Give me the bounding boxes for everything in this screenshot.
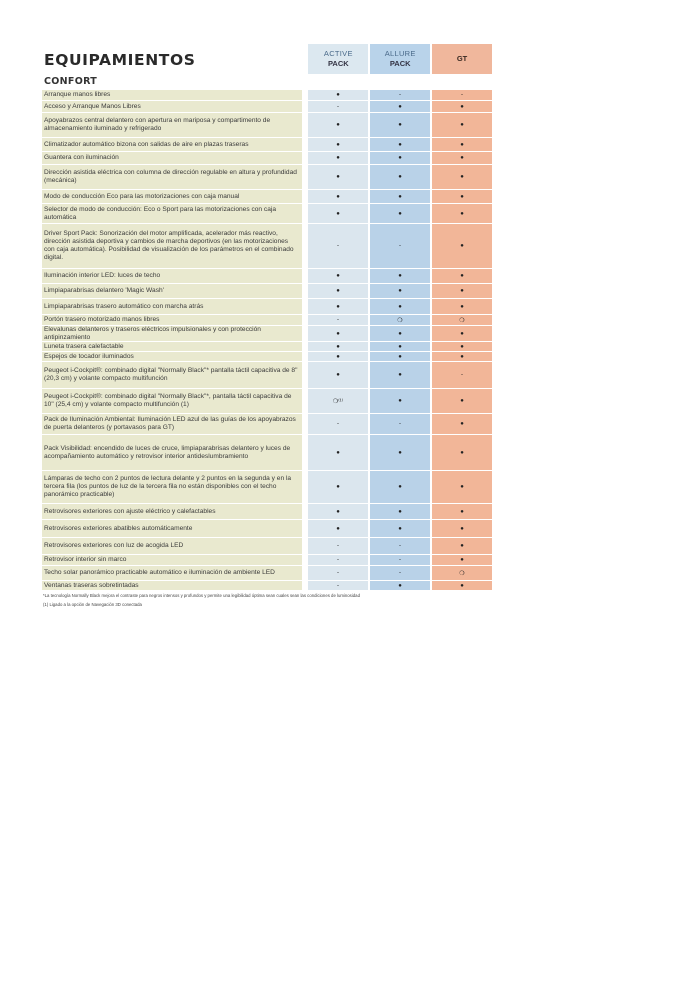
feature-label: Ventanas traseras sobretintadas — [42, 581, 302, 590]
allure-pack-value: ● — [370, 101, 430, 112]
table-row — [42, 504, 492, 519]
gt-value: ● — [432, 352, 492, 361]
active-pack-value: ● — [308, 326, 368, 341]
gt-value: ● — [432, 504, 492, 519]
feature-label: Apoyabrazos central delantero con apertura en mariposa y compartimento de almacenamiento iluminado y refrigerado — [42, 113, 302, 137]
table-row — [42, 113, 492, 137]
active-pack-value: ● — [308, 284, 368, 298]
table-row — [42, 315, 492, 325]
column-header-gt — [432, 44, 492, 74]
table-row — [42, 299, 492, 314]
table-header — [42, 44, 492, 74]
allure-pack-value: ● — [370, 113, 430, 137]
feature-label: Retrovisores exteriores con luz de acogida LED — [42, 538, 302, 554]
active-pack-value: - — [308, 414, 368, 434]
active-pack-value: ● — [308, 90, 368, 100]
active-pack-value: - — [308, 581, 368, 590]
feature-label: Retrovisores exteriores con ajuste eléctrico y calefactables — [42, 504, 302, 519]
allure-pack-value: - — [370, 414, 430, 434]
feature-label: Guantera con iluminación — [42, 152, 302, 164]
active-pack-value: ● — [308, 269, 368, 283]
active-pack-value: ● — [308, 165, 368, 189]
table-row — [42, 269, 492, 283]
table-row — [42, 555, 492, 565]
table-row — [42, 538, 492, 554]
allure-pack-value: ● — [370, 352, 430, 361]
active-pack-value: ● — [308, 190, 368, 203]
active-pack-value: - — [308, 315, 368, 325]
active-pack-value: ● — [308, 504, 368, 519]
gt-value: - — [432, 362, 492, 388]
feature-label: Lámparas de techo con 2 puntos de lectura delante y 2 puntos en la segunda y en la tercera fila (los puntos de luz de la tercera fila no están disponibles con el techo panorámico practicable) — [42, 471, 302, 503]
active-pack-value: ● — [308, 352, 368, 361]
allure-pack-value: ● — [370, 342, 430, 351]
feature-label: Limpiaparabrisas delantero 'Magic Wash' — [42, 284, 302, 298]
table-row — [42, 566, 492, 580]
allure-pack-value: ● — [370, 362, 430, 388]
table-row — [42, 204, 492, 223]
allure-pack-value: - — [370, 90, 430, 100]
column-header-line1: ACTIVE — [323, 49, 353, 58]
gt-value: ● — [432, 190, 492, 203]
allure-pack-value: - — [370, 566, 430, 580]
gt-value: ● — [432, 113, 492, 137]
gt-value: ● — [432, 269, 492, 283]
table-row — [42, 284, 492, 298]
table-row — [42, 520, 492, 537]
gt-value: ● — [432, 581, 492, 590]
allure-pack-value: ● — [370, 204, 430, 223]
gt-value: ● — [432, 165, 492, 189]
gt-value: ● — [432, 152, 492, 164]
feature-label: Pack de Iluminación Ambiental: Iluminación LED azul de las guías de los apoyabrazos de puerta delanteros (y portavasos para GT) — [42, 414, 302, 434]
feature-label: Techo solar panorámico practicable automático e iluminación de ambiente LED — [42, 566, 302, 580]
active-pack-value: - — [308, 101, 368, 112]
allure-pack-value: ❍ — [370, 315, 430, 325]
gt-value: ❍ — [432, 315, 492, 325]
table-row — [42, 435, 492, 470]
column-header-line2: PACK — [389, 59, 411, 68]
active-pack-value: ● — [308, 138, 368, 151]
feature-label: Iluminación interior LED: luces de techo — [42, 269, 302, 283]
allure-pack-value: - — [370, 555, 430, 565]
active-pack-value: ● — [308, 152, 368, 164]
allure-pack-value: ● — [370, 284, 430, 298]
feature-label: Espejos de tocador iluminados — [42, 352, 302, 361]
active-pack-value: ● — [308, 520, 368, 537]
feature-label: Climatizador automático bizona con salidas de aire en plazas traseras — [42, 138, 302, 151]
allure-pack-value: - — [370, 538, 430, 554]
feature-label: Dirección asistida eléctrica con columna de dirección regulable en altura y profundidad (mecánica) — [42, 165, 302, 189]
active-pack-value: ❍⁽¹⁾ — [308, 389, 368, 413]
allure-pack-value: ● — [370, 138, 430, 151]
table-row — [42, 414, 492, 434]
allure-pack-value: ● — [370, 504, 430, 519]
feature-label: Acceso y Arranque Manos Libres — [42, 101, 302, 112]
allure-pack-value: ● — [370, 326, 430, 341]
allure-pack-value: ● — [370, 435, 430, 470]
allure-pack-value: ● — [370, 581, 430, 590]
active-pack-value: - — [308, 224, 368, 268]
column-header-line2: PACK — [327, 59, 349, 68]
feature-label: Portón trasero motorizado manos libres — [42, 315, 302, 325]
table-row — [42, 471, 492, 503]
active-pack-value: ● — [308, 471, 368, 503]
active-pack-value: ● — [308, 299, 368, 314]
table-row — [42, 581, 492, 590]
page-title: EQUIPAMIENTOS — [44, 51, 196, 69]
gt-value: ● — [432, 224, 492, 268]
feature-label: Luneta trasera calefactable — [42, 342, 302, 351]
active-pack-value: ● — [308, 204, 368, 223]
table-row — [42, 224, 492, 268]
gt-value: ● — [432, 414, 492, 434]
allure-pack-value: ● — [370, 520, 430, 537]
column-header-active-pack — [308, 44, 368, 74]
allure-pack-value: ● — [370, 269, 430, 283]
feature-label: Elevalunas delanteros y traseros eléctricos impulsionales y con protección antipinzamiento — [42, 326, 302, 341]
gt-value: ● — [432, 555, 492, 565]
feature-label: Limpiaparabrisas trasero automático con marcha atrás — [42, 299, 302, 314]
footnote-navigation: (1) Ligado a la opción de Navegación 3D conectada — [43, 602, 142, 607]
feature-label: Pack Visibilidad: encendido de luces de cruce, limpiaparabrisas delantero y luces de acompañamiento automático y retrovisor interior antideslumbramiento — [42, 435, 302, 470]
gt-value: ● — [432, 342, 492, 351]
table-row — [42, 152, 492, 164]
allure-pack-value: ● — [370, 389, 430, 413]
gt-value: ● — [432, 435, 492, 470]
feature-label: Peugeot i-Cockpit®: combinado digital "Normally Black"* pantalla táctil capacitiva de 8" (20,3 cm) y volante compacto multifunción — [42, 362, 302, 388]
table-row — [42, 352, 492, 361]
feature-label: Arranque manos libres — [42, 90, 302, 100]
gt-value: ● — [432, 284, 492, 298]
gt-value: ● — [432, 204, 492, 223]
feature-label: Modo de conducción Eco para las motorizaciones con caja manual — [42, 190, 302, 203]
allure-pack-value: ● — [370, 152, 430, 164]
gt-value: ● — [432, 326, 492, 341]
table-row — [42, 389, 492, 413]
allure-pack-value: ● — [370, 471, 430, 503]
gt-value: ● — [432, 520, 492, 537]
feature-label: Retrovisores exteriores abatibles automáticamente — [42, 520, 302, 537]
table-row — [42, 362, 492, 388]
column-header-line1: ALLURE — [384, 49, 416, 58]
active-pack-value: ● — [308, 113, 368, 137]
active-pack-value: - — [308, 566, 368, 580]
active-pack-value: - — [308, 538, 368, 554]
table-row — [42, 342, 492, 351]
table-row — [42, 90, 492, 100]
active-pack-value: ● — [308, 342, 368, 351]
table-row — [42, 165, 492, 189]
active-pack-value: ● — [308, 435, 368, 470]
equipment-page — [42, 44, 492, 608]
column-header-allure-pack — [370, 44, 430, 74]
gt-value: ● — [432, 138, 492, 151]
feature-label: Peugeot i-Cockpit®: combinado digital "Normally Black"*, pantalla táctil capacitiva de 10" (25,4 cm) y volante compacto multifunción (1) — [42, 389, 302, 413]
feature-label: Driver Sport Pack: Sonorización del motor amplificada, acelerador más reactivo, dirección asistida deportiva y cambios de marcha deportivos (en las motorizaciones con caja automática). Posibilidad de visualización de los parámetros en el combinado digital. — [42, 224, 302, 268]
feature-label: Retrovisor interior sin marco — [42, 555, 302, 565]
gt-value: ● — [432, 101, 492, 112]
gt-value: ● — [432, 299, 492, 314]
active-pack-value: - — [308, 555, 368, 565]
feature-label: Selector de modo de conducción: Eco o Sport para las motorizaciones con caja automática — [42, 204, 302, 223]
gt-value: ● — [432, 389, 492, 413]
gt-value: ● — [432, 471, 492, 503]
table-row — [42, 190, 492, 203]
table-row — [42, 101, 492, 112]
table-row — [42, 138, 492, 151]
active-pack-value: ● — [308, 362, 368, 388]
table-row — [42, 326, 492, 341]
gt-value: - — [432, 90, 492, 100]
gt-value: ● — [432, 538, 492, 554]
allure-pack-value: ● — [370, 190, 430, 203]
allure-pack-value: - — [370, 224, 430, 268]
column-header-line2: GT — [456, 54, 468, 63]
equipment-table — [42, 90, 492, 590]
gt-value: ❍ — [432, 566, 492, 580]
allure-pack-value: ● — [370, 165, 430, 189]
allure-pack-value: ● — [370, 299, 430, 314]
section-title: CONFORT — [44, 76, 98, 87]
footnote-normally-black: *La tecnología Normally Black mejora el contraste para negros intensos y profundos y permite una legibilidad óptima sean cuales sean las condiciones de luminosidad — [43, 593, 360, 598]
